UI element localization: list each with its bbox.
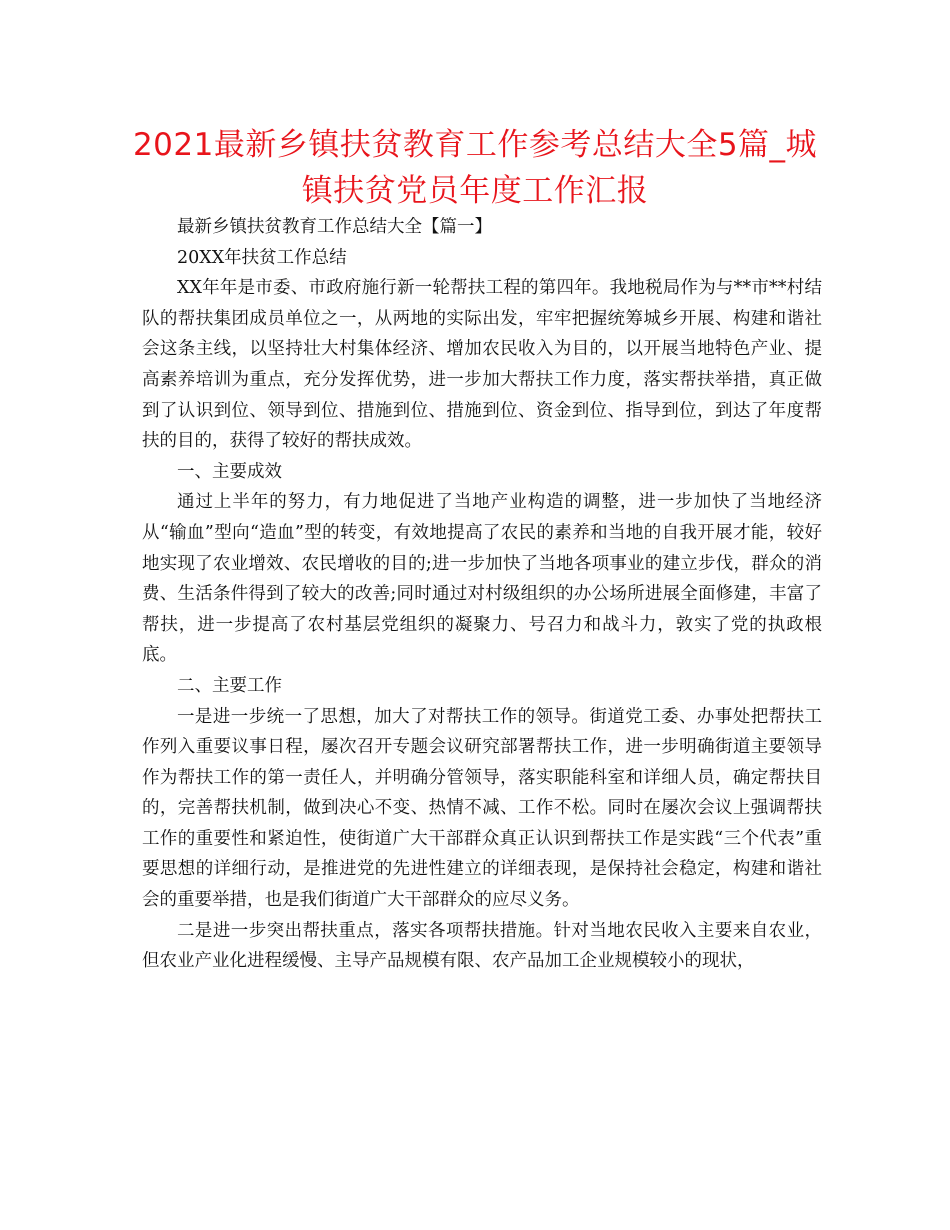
paragraph: 通过上半年的努力，有力地促进了当地产业构造的调整，进一步加快了当地经济从“输血”型向“造血”型的转变，有效地提高了农民的素养和当地的自我开展才能，较好地实现了农业增效、农民增收的目的;进一步加快了当地各项事业的建立步伐，群众的消费、生活条件得到了较大的改善;同时通过对村级组织的办公场所进展全面修建，丰富了帮扶，进一步提高了农村基层党组织的凝聚力、号召力和战斗力，敦实了党的执政根底。 <box>142 492 822 666</box>
paragraph: 一是进一步统一了思想，加大了对帮扶工作的领导。街道党工委、办事处把帮扶工作列入重要议事日程，屡次召开专题会议研究部署帮扶工作，进一步明确街道主要领导作为帮扶工作的第一责任人，并明确分管领导，落实职能科室和详细人员，确定帮扶目的，完善帮扶机制，做到决心不变、热情不减、工作不松。同时在屡次会议上强调帮扶工作的重要性和紧迫性，使街道广大干部群众真正认识到帮扶工作是实践“三个代表”重要思想的详细行动，是推进党的先进性建立的详细表现，是保持社会稳定，构建和谐社会的重要举措，也是我们街道广大干部群众的应尽义务。 <box>142 706 822 911</box>
section-heading: 二、主要工作 <box>177 675 282 696</box>
document-title: 2021最新乡镇扶贫教育工作参考总结大全5篇_城镇扶贫党员年度工作汇报 <box>132 127 818 209</box>
paragraph: 二是进一步突出帮扶重点，落实各项帮扶措施。针对当地农民收入主要来自农业，但农业产业化进程缓慢、主导产品规模有限、农产品加工企业规模较小的现状， <box>142 920 822 972</box>
subtitle: 20XX年扶贫工作总结 <box>177 247 347 268</box>
document-body <box>142 212 822 977</box>
section-heading: 一、主要成效 <box>177 461 282 482</box>
section-heading: 最新乡镇扶贫教育工作总结大全【篇一】 <box>177 217 492 237</box>
paragraph: XX年年是市委、市政府施行新一轮帮扶工程的第四年。我地税局作为与**市**村结队的帮扶集团成员单位之一，从两地的实际出发，牢牢把握统筹城乡开展、构建和谐社会这条主线，以坚持壮大村集体经济、增加农民收入为目的，以开展当地特色产业、提高素养培训为重点，充分发挥优势，进一步加大帮扶工作力度，落实帮扶举措，真正做到了认识到位、领导到位、措施到位、措施到位、资金到位、指导到位，到达了年度帮扶的目的，获得了较好的帮扶成效。 <box>142 278 822 452</box>
